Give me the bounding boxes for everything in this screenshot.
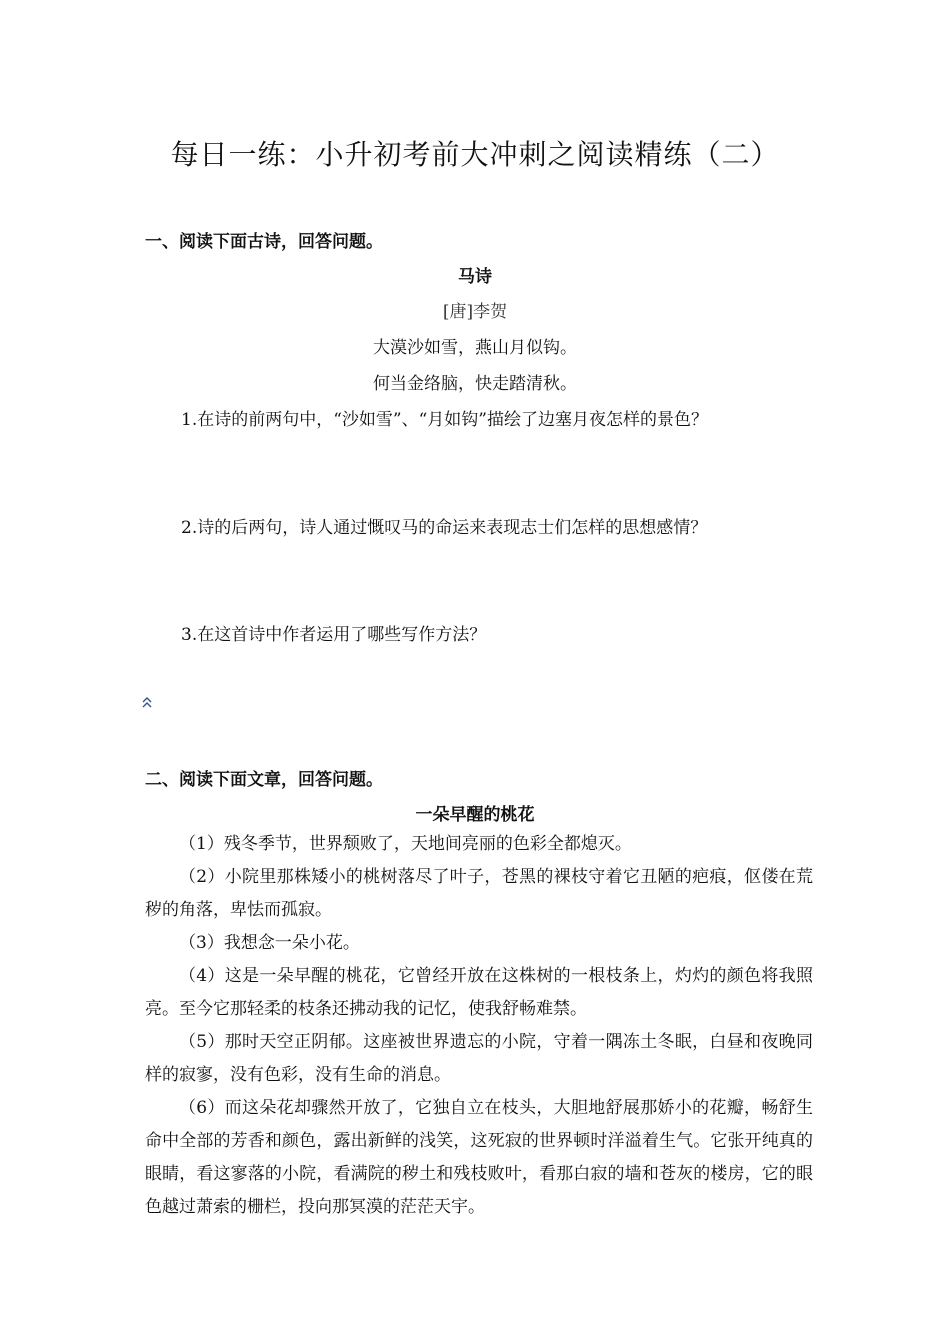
article-paragraph-6: （6）而这朵花却骤然开放了，它独自立在枝头，大胆地舒展那娇小的花瓣，畅舒生命中全部的芳香和颜色，露出新鲜的浅笑，这死寂的世界顿时洋溢着生气。它张开纯真的眼睛，看这寥落的小院，看满院的秽土和残枝败叶，看那白寂的墙和苍灰的楼房，它的眼色越过萧索的栅栏，投向那冥漠的茫茫天宇。 <box>145 1098 813 1217</box>
question-1: 1.在诗的前两句中，“沙如雪”、“月如钩”描绘了边塞月夜怎样的景色？ <box>181 410 708 430</box>
poem-author: [唐]李贺 <box>442 302 508 322</box>
article-paragraph-1: （1）残冬季节，世界颓败了，天地间亮丽的色彩全都熄灭。 <box>179 834 632 854</box>
section-1-heading: 一、阅读下面古诗，回答问题。 <box>145 232 383 252</box>
article-body <box>145 828 813 1224</box>
double-chevron-up-icon[interactable] <box>141 695 153 711</box>
article-paragraph-4: （4）这是一朵早醒的桃花，它曾经开放在这株树的一根枝条上，灼灼的颜色将我照亮。至今它那轻柔的枝条还拂动我的记忆，使我舒畅难禁。 <box>145 966 813 1019</box>
article-paragraph-2: （2）小院里那株矮小的桃树落尽了叶子，苍黑的裸枝守着它丑陋的疤痕，伛偻在荒秽的角落，卑怯而孤寂。 <box>145 867 813 920</box>
poem-line-2: 何当金络脑，快走踏清秋。 <box>373 374 577 394</box>
question-3: 3.在这首诗中作者运用了哪些写作方法？ <box>181 625 487 645</box>
poem-line-1: 大漠沙如雪，燕山月似钩。 <box>373 338 577 358</box>
article-paragraph-3: （3）我想念一朵小花。 <box>179 933 360 953</box>
question-2: 2.诗的后两句，诗人通过慨叹马的命运来表现志士们怎样的思想感情？ <box>181 518 708 538</box>
article-paragraph-5: （5）那时天空正阴郁。这座被世界遗忘的小院，守着一隅冻土冬眠，白昼和夜晚同样的寂寥，没有色彩，没有生命的消息。 <box>145 1032 813 1085</box>
article-title: 一朵早醒的桃花 <box>415 805 535 825</box>
page-title: 每日一练：小升初考前大冲刺之阅读精练（二） <box>170 138 780 171</box>
poem-title: 马诗 <box>458 267 492 287</box>
section-2-heading: 二、阅读下面文章，回答问题。 <box>145 770 383 790</box>
